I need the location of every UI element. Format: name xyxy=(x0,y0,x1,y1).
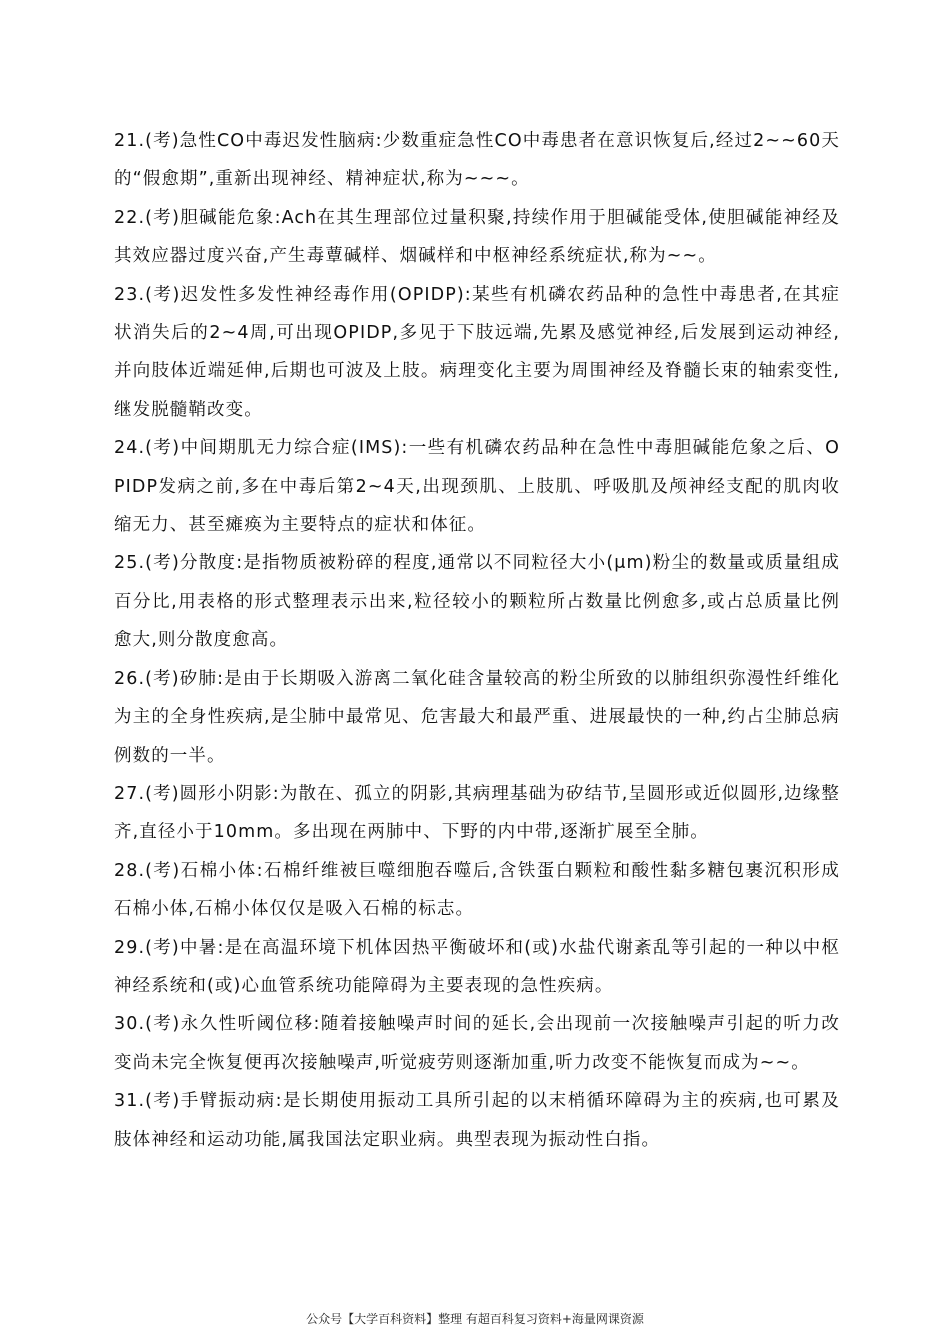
definition-item-23: 23.(考)迟发性多发性神经毒作用(OPIDP):某些有机磷农药品种的急性中毒患者,在其症状消失后的2~4周,可出现OPIDP,多见于下肢远端,先累及感觉神经,后发展到运动神经,并向肢体近端延伸,后期也可波及上肢。病理变化主要为周围神经及脊髓长束的轴索变性,继发脱髓鞘改变。 xyxy=(114,284,840,420)
definition-item-30: 30.(考)永久性听阈位移:随着接触噪声时间的延长,会出现前一次接触噪声引起的听力改变尚未完全恢复便再次接触噪声,听觉疲劳则逐渐加重,听力改变不能恢复而成为~~。 xyxy=(114,1014,840,1073)
definition-item-31: 31.(考)手臂振动病:是长期使用振动工具所引起的以末梢循环障碍为主的疾病,也可累及肢体神经和运动功能,属我国法定职业病。典型表现为振动性白指。 xyxy=(114,1091,840,1150)
definition-item-27: 27.(考)圆形小阴影:为散在、孤立的阴影,其病理基础为矽结节,呈圆形或近似圆形,边缘整齐,直径小于10mm。多出现在两肺中、下野的内中带,逐渐扩展至全肺。 xyxy=(114,783,840,843)
definition-item-21: 21.(考)急性CO中毒迟发性脑病:少数重症急性CO中毒患者在意识恢复后,经过2~~60天的“假愈期”,重新出现神经、精神症状,称为~~~。 xyxy=(114,131,840,190)
definition-item-24: 24.(考)中间期肌无力综合症(IMS):一些有机磷农药品种在急性中毒胆碱能危象之后、OPIDP发病之前,多在中毒后第2~4天,出现颈肌、上肢肌、呼吸肌及颅神经支配的肌肉收缩无力、甚至瘫痪为主要特点的症状和体征。 xyxy=(114,438,840,536)
document-body xyxy=(114,122,840,1159)
page-footer: 公众号【大学百科资料】整理 有超百科复习资料+海量网课资源 xyxy=(306,1312,644,1326)
definition-item-26: 26.(考)矽肺:是由于长期吸入游离二氧化硅含量较高的粉尘所致的以肺组织弥漫性纤维化为主的全身性疾病,是尘肺中最常见、危害最大和最严重、进展最快的一种,约占尘肺总病例数的一半。 xyxy=(114,668,840,766)
definition-item-28: 28.(考)石棉小体:石棉纤维被巨噬细胞吞噬后,含铁蛋白颗粒和酸性黏多糖包裹沉积形成石棉小体,石棉小体仅仅是吸入石棉的标志。 xyxy=(114,860,840,920)
definition-item-25: 25.(考)分散度:是指物质被粉碎的程度,通常以不同粒径大小(μm)粉尘的数量或质量组成百分比,用表格的形式整理表示出来,粒径较小的颗粒所占数量比例愈多,或占总质量比例愈大,则分散度愈高。 xyxy=(114,553,840,651)
definition-item-29: 29.(考)中暑:是在高温环境下机体因热平衡破坏和(或)水盐代谢紊乱等引起的一种以中枢神经系统和(或)心血管系统功能障碍为主要表现的急性疾病。 xyxy=(114,937,840,996)
definition-item-22: 22.(考)胆碱能危象:Ach在其生理部位过量积聚,持续作用于胆碱能受体,使胆碱能神经及其效应器过度兴奋,产生毒蕈碱样、烟碱样和中枢神经系统症状,称为~~。 xyxy=(114,207,840,267)
